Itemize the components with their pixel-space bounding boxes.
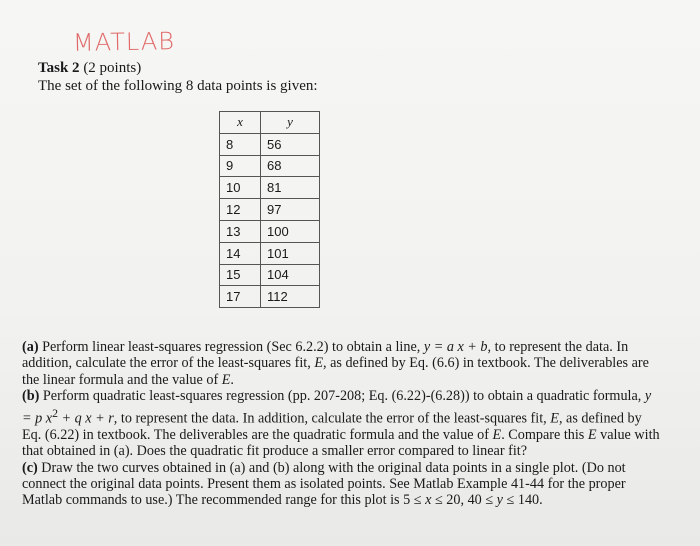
table-row [220, 286, 320, 308]
cell-y: 100 [261, 220, 320, 242]
task-points: (2 points) [83, 60, 142, 76]
table-header-row [220, 112, 320, 134]
table-row [220, 199, 320, 221]
cell-x: 14 [220, 242, 261, 264]
column-header-x: x [220, 112, 261, 134]
cell-y: 68 [261, 155, 320, 177]
cell-x: 13 [220, 220, 261, 242]
cell-y: 101 [261, 242, 320, 264]
part-c-label: (c) [22, 459, 38, 476]
cell-x: 8 [220, 133, 261, 155]
task-parts [22, 339, 662, 509]
table-row [220, 155, 320, 177]
part-b: (b) Perform quadratic least-squares regression (pp. 207-208; Eq. (6.22)-(6.28)) to obtain a quadratic formula, y = p $x^2 + q$ x + r, to represent the data. In addition, calculate the error of the least-squares fit, E, as defined by Eq. (6.22) in textbook. The deliverables are the quadratic formula and the value of E. Compare this E value with that obtained in (a). Does the quadratic fit produce a smaller error compared to linear fit? [22, 388, 660, 460]
cell-x: 9 [220, 155, 261, 177]
part-a-label: (a) [22, 339, 39, 355]
cell-y: 97 [261, 199, 320, 221]
task-intro: The set of the following 8 data points is given: [38, 78, 318, 94]
cell-y: 104 [261, 264, 320, 286]
cell-x: 17 [220, 286, 261, 308]
part-c: (c) Draw the two curves obtained in (a) and (b) along with the original data points in a single plot. (Do not connect the original data points. Present them as isolated points. See Matlab Example 41-44 for the proper Matlab commands to use.) The recommended range for this plot is 5 ≤ x ≤ 20, 40 ≤ y ≤ 140. [22, 459, 626, 509]
cell-x: 15 [220, 264, 261, 286]
task-label: Task 2 [38, 60, 80, 76]
table-row [220, 220, 320, 242]
table-row [220, 133, 320, 155]
cell-x: 10 [220, 177, 261, 199]
part-b-label: (b) [22, 388, 40, 405]
cell-x: 12 [220, 199, 261, 221]
table-row [220, 177, 320, 199]
cell-y: 112 [261, 286, 320, 308]
task-title [38, 60, 141, 77]
table-row [220, 264, 320, 286]
handwritten-annotation: MATLAB [72, 27, 176, 57]
data-table [219, 111, 320, 308]
table-row [220, 242, 320, 264]
cell-y: 81 [261, 177, 320, 199]
part-a: (a) Perform linear least-squares regression (Sec 6.2.2) to obtain a line, y = a x + b, to represent the data. In addition, calculate the error of the least-squares fit, E, as defined by Eq. (6.6) in textbook. The deliverables are the linear formula and the value of E. [22, 339, 649, 388]
column-header-y: y [261, 112, 320, 134]
cell-y: 56 [261, 133, 320, 155]
